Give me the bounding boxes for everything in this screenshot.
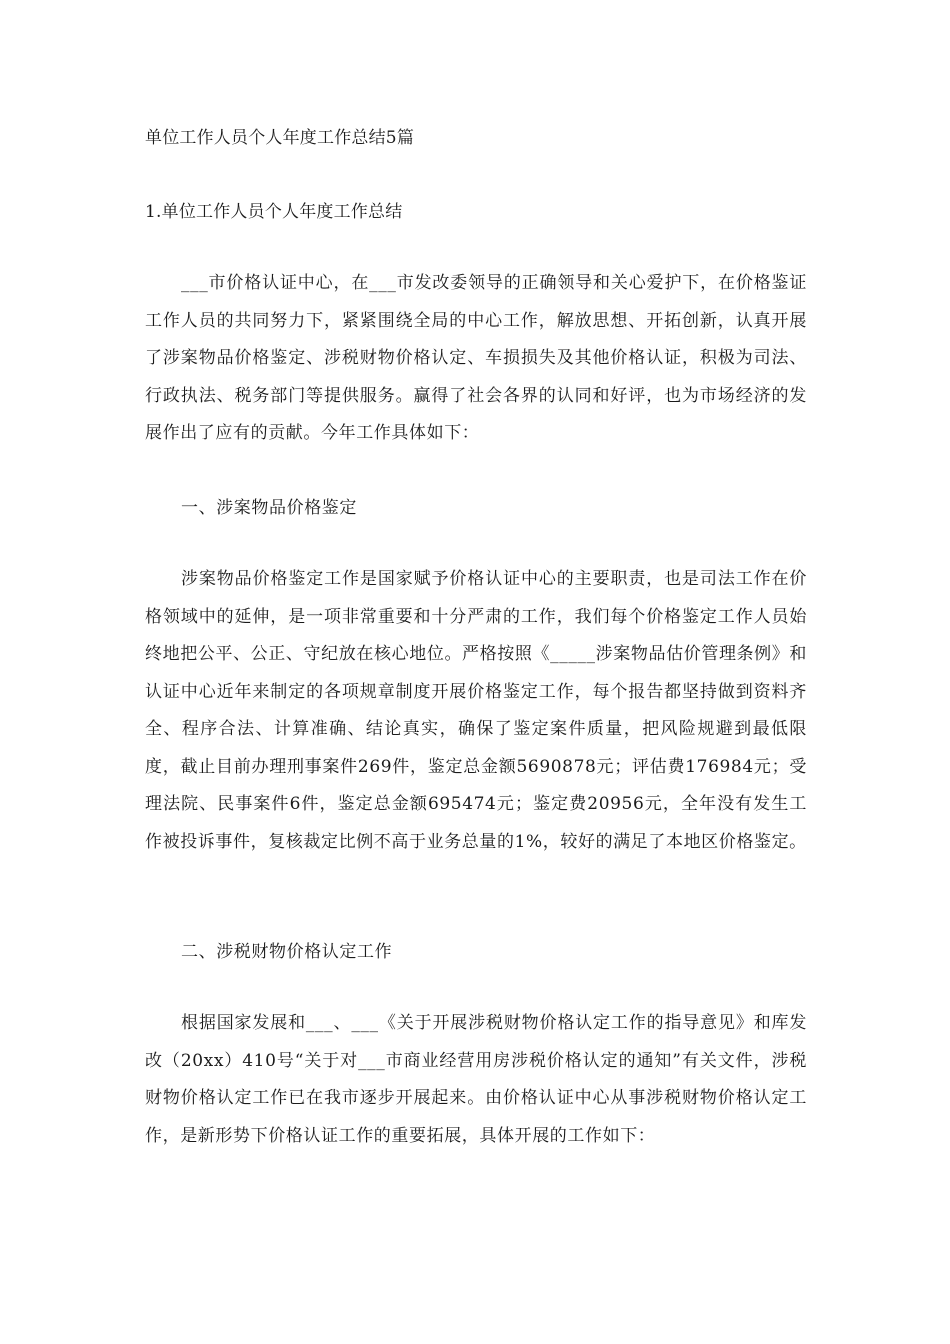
paragraph-case-goods-appraisal: 涉案物品价格鉴定工作是国家赋予价格认证中心的主要职责，也是司法工作在价格领域中的延伸，是一项非常重要和十分严肃的工作，我们每个价格鉴定工作人员始终地把公平、公正、守纪放在核心地位。严格按照《_____涉案物品估价管理条例》和认证中心近年来制定的各项规章制度开展价格鉴定工作，每个报告都坚持做到资料齐全、程序合法、计算准确、结论真实，确保了鉴定案件质量，把风险规避到最低限度，截止目前办理刑事案件269件，鉴定总金额5690878元；评估费176984元；受理法院、民事案件6件，鉴定总金额695474元；鉴定费20956元，全年没有发生工作被投诉事件，复核裁定比例不高于业务总量的1%，较好的满足了本地区价格鉴定。: [145, 569, 807, 852]
heading-case-goods-appraisal: 一、涉案物品价格鉴定: [181, 498, 357, 518]
paragraph-tax-property-assessment: 根据国家发展和___、___《关于开展涉税财物价格认定工作的指导意见》和库发改（20xx）410号“关于对___市商业经营用房涉税价格认定的通知”有关文件，涉税财物价格认定工作已在我市逐步开展起来。由价格认证中心从事涉税财物价格认定工作，是新形势下价格认证工作的重要拓展，具体开展的工作如下：: [145, 1013, 807, 1146]
heading-tax-property-assessment: 二、涉税财物价格认定工作: [181, 942, 393, 962]
section-title: 1.单位工作人员个人年度工作总结: [145, 202, 403, 222]
intro-paragraph: ___市价格认证中心，在___市发改委领导的正确领导和关心爱护下，在价格鉴证工作人员的共同努力下，紧紧围绕全局的中心工作，解放思想、开拓创新，认真开展了涉案物品价格鉴定、涉税财物价格认定、车损损失及其他价格认证，积极为司法、行政执法、税务部门等提供服务。赢得了社会各界的认同和好评，也为市场经济的发展作出了应有的贡献。今年工作具体如下：: [145, 273, 807, 443]
document-title: 单位工作人员个人年度工作总结5篇: [145, 128, 415, 148]
